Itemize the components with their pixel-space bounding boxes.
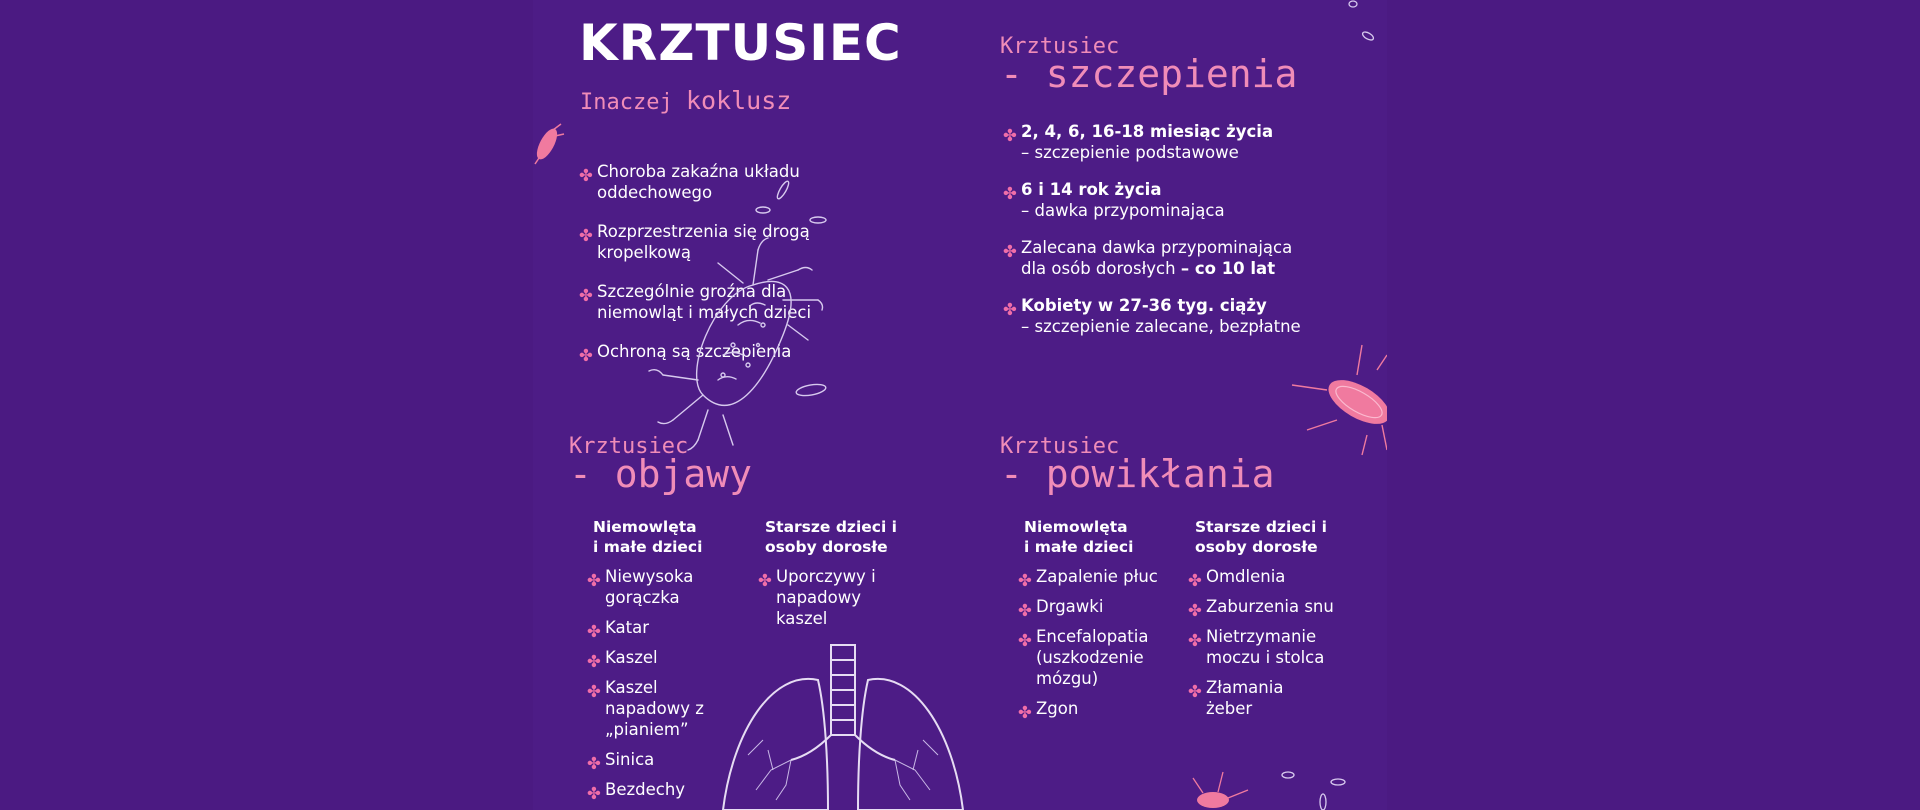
symptoms-col1-head: Niemowlęta i małe dzieci	[593, 518, 703, 556]
symptoms-col2-list	[758, 566, 878, 629]
symptoms-label-big: - objawy	[569, 452, 753, 496]
list-item: ✤ Ochroną są szczepienia	[579, 342, 792, 365]
symptoms-col1-list	[587, 566, 717, 803]
list-item: ✤ 6 i 14 rok życia – dawka przypominająca	[1003, 180, 1225, 220]
pink-bacterium-illustration	[1287, 340, 1387, 460]
complications-col1-list	[1018, 566, 1158, 722]
symptoms-label-small: Krztusiec	[569, 434, 689, 459]
bullet-icon: ✤	[1188, 631, 1202, 650]
bullet-icon: ✤	[1188, 571, 1202, 590]
complications-col2-list	[1188, 566, 1338, 719]
pink-bacterium-illustration	[533, 118, 573, 168]
bullet-icon: ✤	[1003, 242, 1017, 261]
list-item: ✤ Kaszel napadowy z „pianiem”	[587, 678, 704, 739]
list-item: ✤ Złamania żeber	[1188, 678, 1284, 718]
list-item: ✤ Zalecana dawka przypominająca dla osób dorosłych – co 10 lat	[1003, 238, 1293, 278]
list-item: ✤ Zgon	[1018, 699, 1079, 722]
list-item: ✤ Niewysoka gorączka	[587, 567, 694, 607]
vaccines-label-big: - szczepienia	[1000, 52, 1298, 96]
complications-label-small: Krztusiec	[1000, 434, 1120, 459]
symptoms-col2-head: Starsze dzieci i osoby dorosłe	[765, 518, 897, 556]
list-item: ✤ Kobiety w 27-36 tyg. ciąży – szczepienie zalecane, bezpłatne	[1003, 296, 1301, 336]
bullet-icon: ✤	[587, 682, 601, 701]
vaccines-label-small: Krztusiec	[1000, 34, 1120, 59]
list-item: ✤ Szczególnie groźna dla niemowląt i małych dzieci	[579, 282, 812, 322]
bullet-icon: ✤	[1018, 703, 1032, 722]
bullet-icon: ✤	[587, 652, 601, 671]
bullet-icon: ✤	[579, 346, 593, 365]
list-item: ✤ Uporczywy i napadowy kaszel	[758, 567, 876, 628]
bullet-icon: ✤	[1018, 631, 1032, 650]
complications-col2-head: Starsze dzieci i osoby dorosłe	[1195, 518, 1327, 556]
list-item: ✤ Zapalenie płuc	[1018, 567, 1158, 590]
subtitle-big: koklusz	[685, 86, 792, 115]
subtitle-small: Inaczej	[580, 90, 673, 115]
list-item: ✤ Encefalopatia (uszkodzenie mózgu)	[1018, 627, 1149, 688]
bullet-icon: ✤	[587, 754, 601, 773]
list-item: ✤ Bezdechy	[587, 780, 686, 803]
list-item: ✤ Katar	[587, 618, 650, 641]
pink-bacterium-illustration	[1173, 760, 1263, 810]
bullet-icon: ✤	[1018, 601, 1032, 620]
bullet-icon: ✤	[1018, 571, 1032, 590]
bacterium-illustration	[643, 175, 833, 475]
bullet-icon: ✤	[1188, 601, 1202, 620]
list-item: ✤ Sinica	[587, 750, 655, 773]
complications-label-big: - powikłania	[1000, 452, 1275, 496]
list-item: ✤ Zaburzenia snu	[1188, 597, 1334, 620]
page-title: KRZTUSIEC	[579, 14, 902, 72]
list-item: ✤ Drgawki	[1018, 597, 1104, 620]
list-item: ✤ Rozprzestrzenia się drogą kropelkową	[579, 222, 810, 262]
list-item: ✤ Kaszel	[587, 648, 658, 671]
bullet-icon: ✤	[587, 571, 601, 590]
list-item: ✤ Nietrzymanie moczu i stolca	[1188, 627, 1325, 667]
list-item: ✤ Choroba zakaźna układu oddechowego	[579, 162, 800, 202]
infographic-poster	[533, 0, 1387, 810]
lungs-illustration	[713, 640, 973, 810]
bullet-icon: ✤	[1003, 184, 1017, 203]
list-item: ✤ 2, 4, 6, 16-18 miesiąc życia – szczepienie podstawowe	[1003, 122, 1274, 162]
vaccines-list	[1003, 121, 1343, 337]
bullet-icon: ✤	[1003, 300, 1017, 319]
bullet-icon: ✤	[758, 571, 772, 590]
bullet-icon: ✤	[587, 784, 601, 803]
bullet-icon: ✤	[1003, 126, 1017, 145]
bullet-icon: ✤	[579, 226, 593, 245]
subtitle	[580, 86, 791, 115]
bullet-icon: ✤	[579, 166, 593, 185]
bullet-icon: ✤	[587, 622, 601, 641]
bullet-icon: ✤	[579, 286, 593, 305]
small-bacteria-decoration	[1278, 770, 1358, 810]
bullet-icon: ✤	[1188, 682, 1202, 701]
complications-col1-head: Niemowlęta i małe dzieci	[1024, 518, 1134, 556]
list-item: ✤ Omdlenia	[1188, 567, 1286, 590]
small-bacteria-decoration	[1323, 0, 1383, 45]
